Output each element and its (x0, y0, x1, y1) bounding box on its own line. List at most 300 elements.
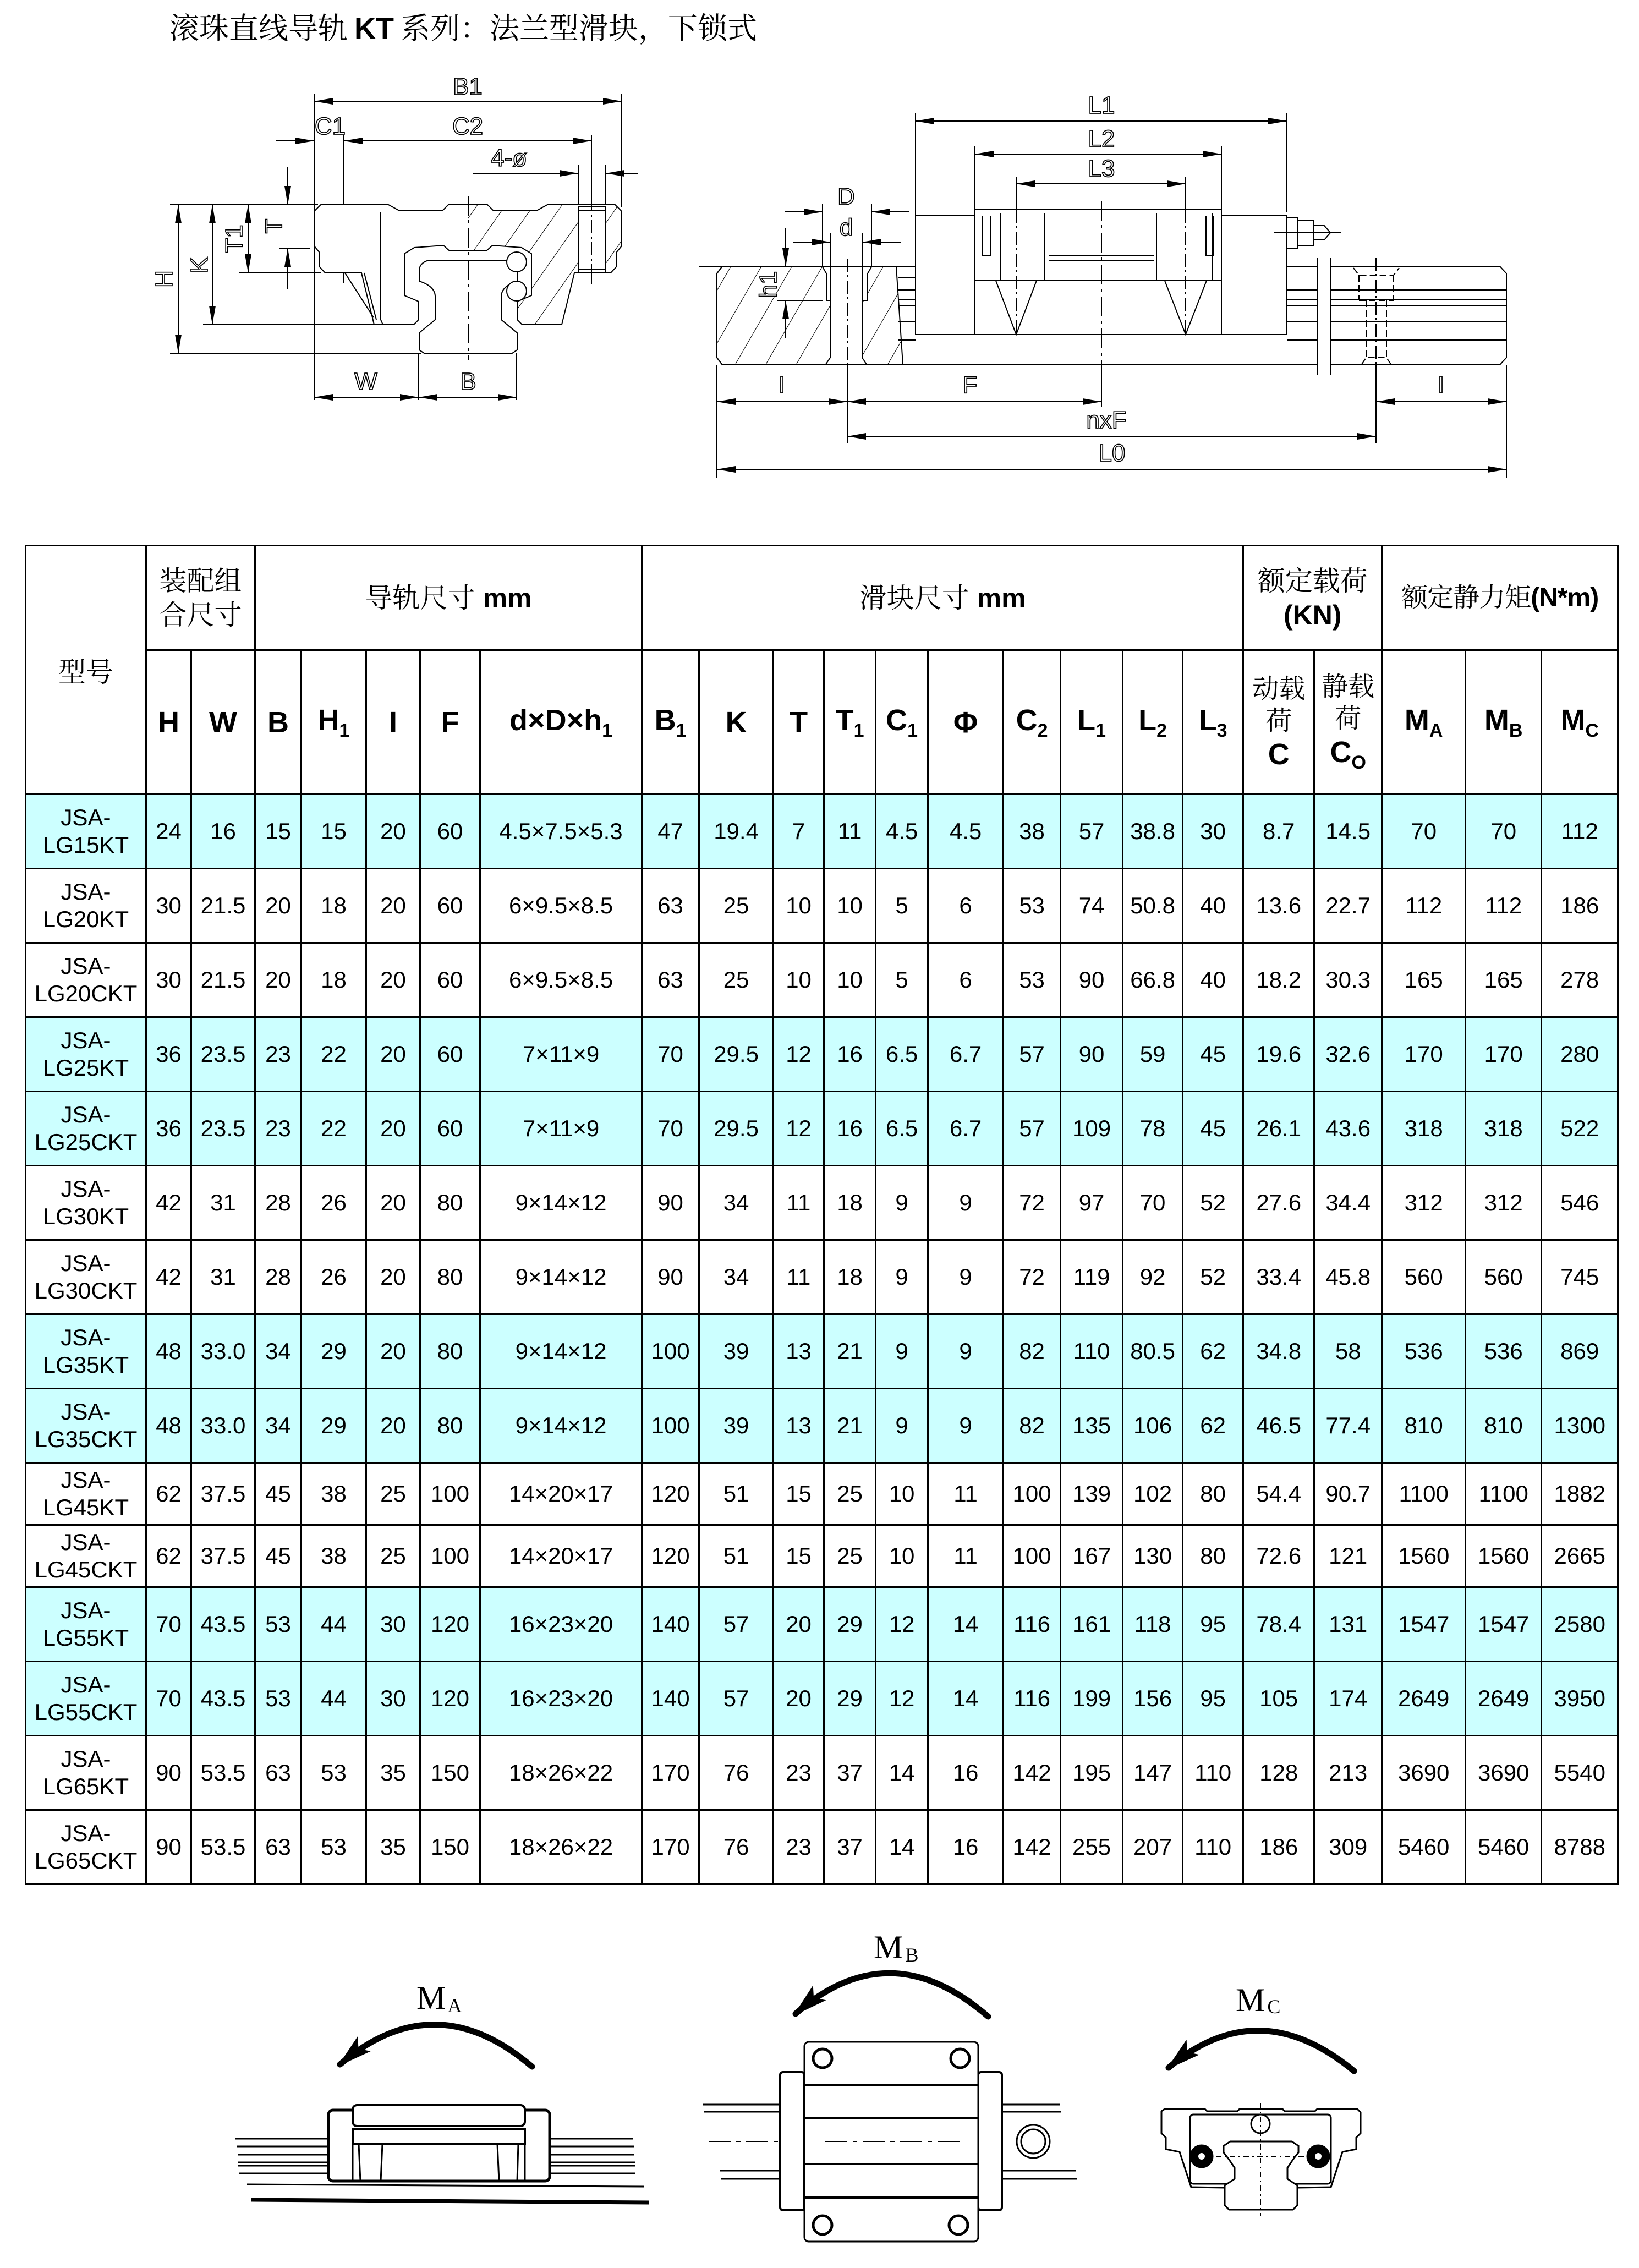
cell-t: 20 (774, 1587, 824, 1662)
cell-k: 39 (699, 1389, 774, 1463)
slider-end-cap-right (978, 2072, 1002, 2210)
table-row (26, 1092, 1618, 1166)
cell-l2: 78 (1123, 1092, 1183, 1166)
cell-f: 120 (420, 1587, 480, 1662)
column-header-symbol (643, 703, 698, 741)
cell-phi: 6 (928, 869, 1004, 943)
cell-dxdxh1: 14×20×17 (480, 1463, 642, 1525)
cell-t1: 10 (824, 943, 876, 1017)
cell-h: 62 (146, 1463, 191, 1525)
group-header-unit: mm (977, 582, 1026, 613)
cell-phi: 6.7 (928, 1017, 1004, 1092)
table-row (26, 1166, 1618, 1240)
cell-h: 70 (146, 1662, 191, 1736)
cell-k: 19.4 (699, 795, 774, 869)
cell-c2: 72 (1004, 1240, 1061, 1314)
cell-l3: 95 (1183, 1587, 1243, 1662)
label-t1: T1 (221, 224, 248, 253)
cell-dxdxh1: 18×26×22 (480, 1810, 642, 1884)
cell-l3: 52 (1183, 1240, 1243, 1314)
column-header-caption: 静载荷 (1322, 672, 1375, 733)
moment-subscript: A (447, 1995, 462, 2017)
symbol-base: T (790, 705, 808, 739)
cell-f: 60 (420, 1017, 480, 1092)
label-b: B (460, 368, 476, 395)
cell-i: 20 (366, 1389, 420, 1463)
cell-t1: 18 (824, 1166, 876, 1240)
column-header-l3 (1183, 650, 1243, 795)
symbol-base: H (158, 705, 179, 739)
cell-h1: 18 (302, 943, 366, 1017)
cell-dxdxh1: 9×14×12 (480, 1166, 642, 1240)
model-cell: JSA-LG20KT (26, 869, 146, 943)
cell-b1: 170 (642, 1736, 699, 1810)
cell-b: 45 (255, 1463, 302, 1525)
cell-b: 28 (255, 1240, 302, 1314)
cell-k: 76 (699, 1736, 774, 1810)
cell-h: 30 (146, 869, 191, 943)
cell-h1: 26 (302, 1166, 366, 1240)
cell-co: 34.4 (1314, 1166, 1382, 1240)
column-header-symbol (929, 705, 1002, 739)
cell-h: 42 (146, 1166, 191, 1240)
symbol-base: K (725, 705, 747, 739)
label-d-outer: D (837, 183, 855, 210)
cell-i: 20 (366, 943, 420, 1017)
cell-t1: 16 (824, 1017, 876, 1092)
cell-phi: 9 (928, 1166, 1004, 1240)
cell-mb: 112 (1466, 869, 1542, 943)
model-cell: JSA-LG55CKT (26, 1662, 146, 1736)
label-l1: L1 (1088, 92, 1115, 119)
cell-c1: 12 (876, 1587, 928, 1662)
cell-b: 15 (255, 795, 302, 869)
column-header-co (1314, 650, 1382, 795)
cell-co: 77.4 (1314, 1389, 1382, 1463)
cell-mc: 546 (1542, 1166, 1618, 1240)
cell-h: 24 (146, 795, 191, 869)
symbol-base: M (1404, 704, 1429, 737)
cell-l2: 50.8 (1123, 869, 1183, 943)
cell-mb: 170 (1466, 1017, 1542, 1092)
cell-t: 7 (774, 795, 824, 869)
cell-i: 20 (366, 1166, 420, 1240)
rail-bolt-hole-inner (1021, 2129, 1045, 2154)
column-header-symbol (192, 705, 254, 739)
cell-ma: 1100 (1382, 1463, 1466, 1525)
cell-ma: 5460 (1382, 1810, 1466, 1884)
table-row (26, 869, 1618, 943)
cell-t1: 18 (824, 1240, 876, 1314)
symbol-base: T (835, 704, 854, 737)
cell-dxdxh1: 7×11×9 (480, 1017, 642, 1092)
cell-l3: 40 (1183, 943, 1243, 1017)
cell-mb: 70 (1466, 795, 1542, 869)
cell-c1: 10 (876, 1463, 928, 1525)
group-header-unit: mm (483, 582, 532, 613)
moment-symbol: M (874, 1929, 903, 1965)
cell-t: 12 (774, 1017, 824, 1092)
cell-w: 37.5 (191, 1525, 255, 1587)
cell-w: 16 (191, 795, 255, 869)
symbol-base: L (1138, 704, 1157, 737)
cell-t1: 37 (824, 1736, 876, 1810)
symbol-base: B (267, 705, 289, 739)
cell-l2: 38.8 (1123, 795, 1183, 869)
cell-co: 32.6 (1314, 1017, 1382, 1092)
cell-mb: 1560 (1466, 1525, 1542, 1587)
cell-c1: 9 (876, 1240, 928, 1314)
column-header-h1 (302, 650, 366, 795)
cell-c: 34.8 (1243, 1314, 1314, 1389)
cell-w: 31 (191, 1166, 255, 1240)
label-c2: C2 (452, 113, 484, 140)
cell-f: 150 (420, 1736, 480, 1810)
cell-ma: 1547 (1382, 1587, 1466, 1662)
cell-mb: 536 (1466, 1314, 1542, 1389)
group-header-text: 额定静力矩 (1401, 583, 1531, 612)
cell-b1: 63 (642, 869, 699, 943)
cell-c1: 5 (876, 869, 928, 943)
symbol-subscript: 1 (602, 720, 613, 741)
cell-c2: 142 (1004, 1810, 1061, 1884)
cell-c2: 72 (1004, 1166, 1061, 1240)
column-header-symbol (302, 703, 365, 741)
cell-w: 37.5 (191, 1463, 255, 1525)
cell-f: 150 (420, 1810, 480, 1884)
column-header-symbol (421, 705, 479, 739)
cell-t1: 29 (824, 1587, 876, 1662)
cell-dxdxh1: 14×20×17 (480, 1525, 642, 1587)
label-h: H (151, 270, 178, 288)
cell-t: 13 (774, 1389, 824, 1463)
moment-subscript: B (905, 1944, 919, 1966)
column-header-ma (1382, 650, 1466, 795)
column-header-symbol (147, 705, 190, 739)
cell-f: 80 (420, 1240, 480, 1314)
symbol-subscript: 1 (676, 720, 687, 741)
cell-i: 20 (366, 1092, 420, 1166)
cell-l1: 139 (1061, 1463, 1123, 1525)
column-header-t (774, 650, 824, 795)
cell-mc: 8788 (1542, 1810, 1618, 1884)
column-header-symbol (774, 705, 823, 739)
cell-c: 26.1 (1243, 1092, 1314, 1166)
cell-b: 23 (255, 1092, 302, 1166)
symbol-base: F (441, 705, 459, 739)
cell-b1: 90 (642, 1166, 699, 1240)
cell-mc: 2665 (1542, 1525, 1618, 1587)
cell-f: 60 (420, 1092, 480, 1166)
cell-k: 25 (699, 869, 774, 943)
cell-c: 105 (1243, 1662, 1314, 1736)
cell-w: 43.5 (191, 1587, 255, 1662)
cell-c2: 82 (1004, 1314, 1061, 1389)
label-i-right: I (1437, 371, 1445, 398)
group-header-text: 导轨尺寸 (365, 582, 475, 613)
label-mc (1236, 1982, 1280, 2018)
label-h1: h1 (755, 271, 782, 298)
cell-f: 60 (420, 795, 480, 869)
symbol-subscript: 1 (339, 720, 350, 741)
column-header-symbol (825, 703, 875, 741)
spec-table (25, 545, 1619, 1885)
column-header-c (1243, 650, 1314, 795)
cell-i: 20 (366, 1017, 420, 1092)
cell-co: 121 (1314, 1525, 1382, 1587)
cell-l3: 45 (1183, 1017, 1243, 1092)
cell-k: 76 (699, 1810, 774, 1884)
cell-w: 23.5 (191, 1092, 255, 1166)
cell-t: 15 (774, 1525, 824, 1587)
cell-mb: 312 (1466, 1166, 1542, 1240)
cell-l2: 130 (1123, 1525, 1183, 1587)
cell-t1: 25 (824, 1463, 876, 1525)
cell-phi: 4.5 (928, 795, 1004, 869)
model-cell: JSA-LG55KT (26, 1587, 146, 1662)
model-cell: JSA-LG30KT (26, 1166, 146, 1240)
cell-l3: 110 (1183, 1736, 1243, 1810)
label-k: K (186, 257, 213, 273)
moment-ma-diagram (235, 2024, 649, 2203)
title-series: KT (354, 12, 394, 45)
table-row (26, 1314, 1618, 1389)
cell-b1: 100 (642, 1389, 699, 1463)
column-header-symbol (1004, 703, 1060, 741)
cell-h1: 38 (302, 1463, 366, 1525)
cell-mc: 1300 (1542, 1389, 1618, 1463)
cell-c2: 38 (1004, 795, 1061, 869)
table-row (26, 1463, 1618, 1525)
symbol-base: B (654, 704, 676, 737)
label-i-left: I (778, 371, 786, 398)
cell-k: 57 (699, 1587, 774, 1662)
cell-l1: 90 (1061, 943, 1123, 1017)
cell-w: 43.5 (191, 1662, 255, 1736)
cell-b1: 140 (642, 1662, 699, 1736)
cell-dxdxh1: 6×9.5×8.5 (480, 943, 642, 1017)
cell-b: 20 (255, 943, 302, 1017)
cell-dxdxh1: 18×26×22 (480, 1736, 642, 1810)
cell-c: 33.4 (1243, 1240, 1314, 1314)
symbol-base: M (1560, 704, 1586, 737)
cell-l3: 40 (1183, 869, 1243, 943)
cell-co: 22.7 (1314, 869, 1382, 943)
symbol-subscript: 1 (853, 720, 864, 741)
cell-c2: 53 (1004, 943, 1061, 1017)
cell-t1: 37 (824, 1810, 876, 1884)
cell-mb: 560 (1466, 1240, 1542, 1314)
cell-h: 62 (146, 1525, 191, 1587)
table-row (26, 795, 1618, 869)
rail-base (251, 2200, 649, 2203)
cell-c: 8.7 (1243, 795, 1314, 869)
cell-i: 20 (366, 795, 420, 869)
cell-f: 80 (420, 1314, 480, 1389)
cell-c: 78.4 (1243, 1587, 1314, 1662)
page-title (169, 11, 757, 46)
moment-mb-arrow (796, 1973, 988, 2017)
ball-left-center (1198, 2153, 1205, 2160)
symbol-base: d×D×h (509, 704, 602, 737)
column-header-symbol (367, 705, 419, 739)
model-cell: JSA-LG25KT (26, 1017, 146, 1092)
cell-co: 14.5 (1314, 795, 1382, 869)
cell-l3: 45 (1183, 1092, 1243, 1166)
column-header-l1 (1061, 650, 1123, 795)
model-cell: JSA-LG45CKT (26, 1525, 146, 1587)
cell-h: 90 (146, 1736, 191, 1810)
cell-mb: 3690 (1466, 1736, 1542, 1810)
table-row (26, 1662, 1618, 1736)
cell-mb: 810 (1466, 1389, 1542, 1463)
cell-h1: 26 (302, 1240, 366, 1314)
rail-section-hatch (717, 267, 903, 364)
cell-t1: 10 (824, 869, 876, 943)
symbol-subscript: C (1585, 720, 1599, 741)
cell-ma: 536 (1382, 1314, 1466, 1389)
label-nxf: nxF (1086, 407, 1127, 434)
cell-c1: 9 (876, 1166, 928, 1240)
column-header-symbol (876, 703, 927, 741)
ball-upper (507, 252, 527, 272)
cell-l3: 62 (1183, 1314, 1243, 1389)
cell-w: 33.0 (191, 1389, 255, 1463)
cell-k: 34 (699, 1240, 774, 1314)
cell-l3: 30 (1183, 795, 1243, 869)
symbol-base: C (1016, 704, 1038, 737)
cell-h1: 22 (302, 1092, 366, 1166)
cell-t: 13 (774, 1314, 824, 1389)
column-header-symbol (1383, 703, 1465, 741)
cell-mb: 1547 (1466, 1587, 1542, 1662)
cross-section-drawing (143, 66, 638, 418)
cell-h: 70 (146, 1587, 191, 1662)
slider-top-body (353, 2105, 525, 2126)
cell-b: 53 (255, 1587, 302, 1662)
cell-l1: 167 (1061, 1525, 1123, 1587)
column-header-symbol (1123, 703, 1182, 741)
cell-mc: 278 (1542, 943, 1618, 1017)
label-hole: 4-ø (491, 145, 527, 172)
cell-b1: 90 (642, 1240, 699, 1314)
table-row (26, 1736, 1618, 1810)
cell-b: 28 (255, 1166, 302, 1240)
cell-phi: 6.7 (928, 1092, 1004, 1166)
column-header-dxdxh1 (480, 650, 642, 795)
cell-k: 29.5 (699, 1092, 774, 1166)
cell-l1: 90 (1061, 1017, 1123, 1092)
cell-mb: 318 (1466, 1092, 1542, 1166)
cell-h: 48 (146, 1314, 191, 1389)
cell-t: 10 (774, 943, 824, 1017)
cell-l2: 102 (1123, 1463, 1183, 1525)
model-cell: JSA-LG30CKT (26, 1240, 146, 1314)
cell-l1: 199 (1061, 1662, 1123, 1736)
label-w: W (354, 368, 377, 395)
cell-mb: 2649 (1466, 1662, 1542, 1736)
cell-t1: 11 (824, 795, 876, 869)
cell-c: 13.6 (1243, 869, 1314, 943)
cell-c1: 9 (876, 1314, 928, 1389)
symbol-base: H (317, 704, 339, 737)
cell-t: 11 (774, 1240, 824, 1314)
table-row (26, 1810, 1618, 1884)
cell-h: 42 (146, 1240, 191, 1314)
symbol-subscript: 3 (1216, 720, 1227, 741)
slider-band (353, 2129, 525, 2144)
cell-h1: 15 (302, 795, 366, 869)
cell-h1: 22 (302, 1017, 366, 1092)
moment-ma-arrow (340, 2024, 532, 2067)
moment-symbol: M (1236, 1982, 1265, 2018)
cell-i: 20 (366, 1314, 420, 1389)
group-header-unit: (KN) (1283, 599, 1342, 631)
column-header-k (699, 650, 774, 795)
cell-ma: 70 (1382, 795, 1466, 869)
cell-b: 53 (255, 1662, 302, 1736)
cell-mb: 165 (1466, 943, 1542, 1017)
cell-dxdxh1: 9×14×12 (480, 1314, 642, 1389)
label-c1: C1 (314, 113, 346, 140)
cell-t: 10 (774, 869, 824, 943)
cell-c: 46.5 (1243, 1389, 1314, 1463)
cell-c2: 100 (1004, 1525, 1061, 1587)
cell-i: 20 (366, 869, 420, 943)
cell-ma: 112 (1382, 869, 1466, 943)
symbol-subscript: 2 (1156, 720, 1167, 741)
column-header-i (366, 650, 420, 795)
cell-co: 58 (1314, 1314, 1382, 1389)
cell-dxdxh1: 6×9.5×8.5 (480, 869, 642, 943)
cell-l2: 118 (1123, 1587, 1183, 1662)
cell-b1: 120 (642, 1463, 699, 1525)
cell-l1: 110 (1061, 1314, 1123, 1389)
cell-l2: 106 (1123, 1389, 1183, 1463)
cell-h1: 44 (302, 1662, 366, 1736)
cell-h1: 53 (302, 1736, 366, 1810)
column-header-h (146, 650, 191, 795)
symbol-base: W (209, 705, 237, 739)
cell-f: 100 (420, 1525, 480, 1587)
column-header-symbol (1244, 737, 1313, 771)
group-header-block (642, 546, 1243, 650)
cell-c1: 6.5 (876, 1092, 928, 1166)
model-cell: JSA-LG65CKT (26, 1810, 146, 1884)
table-body (26, 795, 1618, 1884)
cell-dxdxh1: 16×23×20 (480, 1587, 642, 1662)
cell-h1: 53 (302, 1810, 366, 1884)
cell-f: 60 (420, 943, 480, 1017)
cell-mc: 186 (1542, 869, 1618, 943)
cell-b1: 170 (642, 1810, 699, 1884)
cell-co: 213 (1314, 1736, 1382, 1810)
cell-l2: 59 (1123, 1017, 1183, 1092)
cell-t1: 21 (824, 1389, 876, 1463)
cell-ma: 560 (1382, 1240, 1466, 1314)
cell-k: 29.5 (699, 1017, 774, 1092)
cell-l1: 161 (1061, 1587, 1123, 1662)
cell-h: 30 (146, 943, 191, 1017)
cell-phi: 9 (928, 1240, 1004, 1314)
moment-mb-diagram (703, 1973, 1077, 2242)
cell-ma: 1560 (1382, 1525, 1466, 1587)
cell-c2: 116 (1004, 1587, 1061, 1662)
cell-l2: 207 (1123, 1810, 1183, 1884)
cell-phi: 11 (928, 1525, 1004, 1587)
cell-w: 23.5 (191, 1017, 255, 1092)
column-header-mc (1542, 650, 1618, 795)
